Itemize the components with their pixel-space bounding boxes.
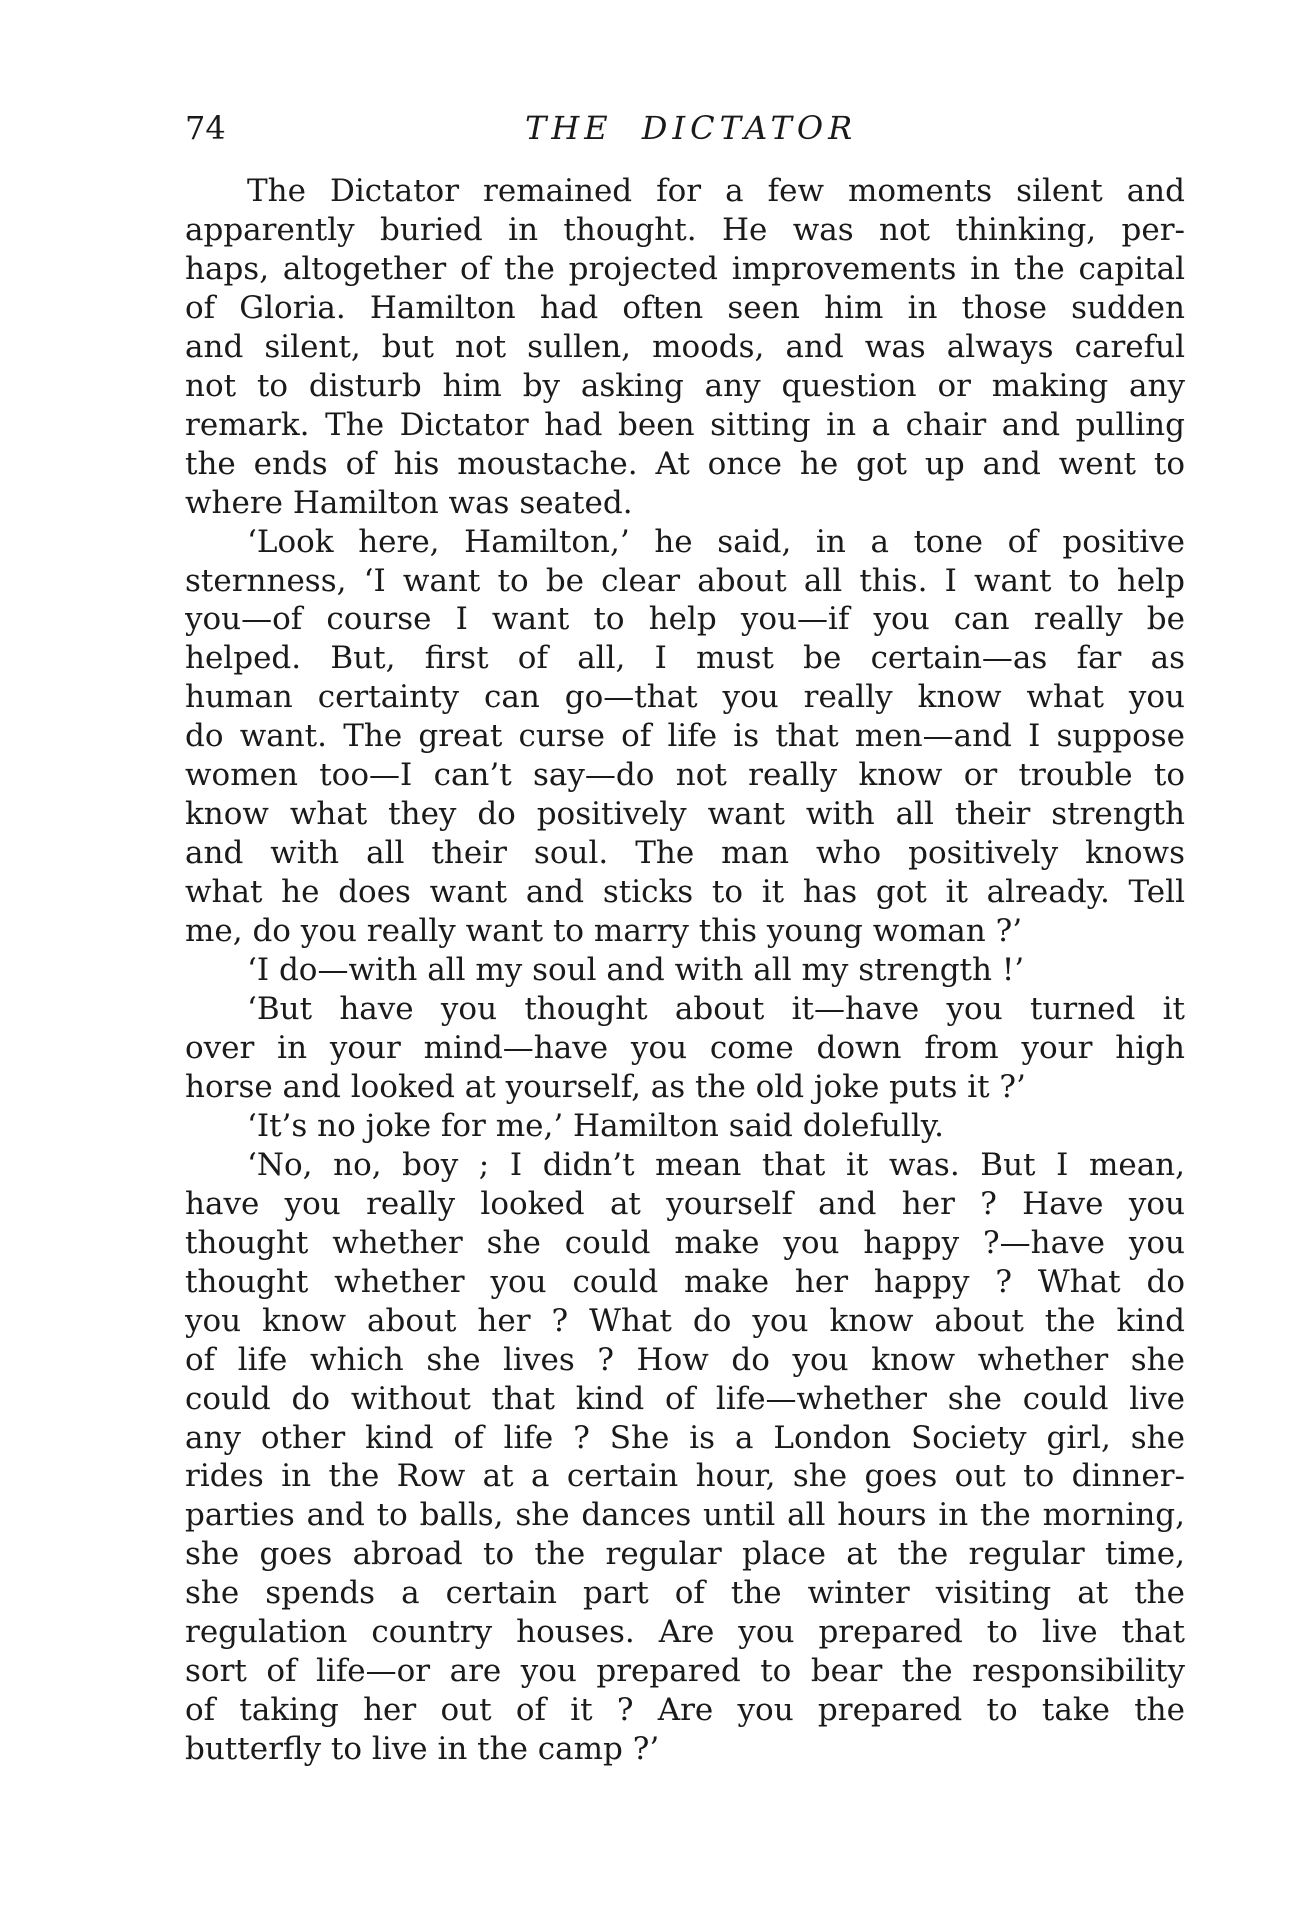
body-text <box>185 172 1185 1769</box>
text-line: she spends a certain part of the winter visiting at the <box>185 1575 1185 1612</box>
text-line: do want. The great curse of life is that men—and I suppose <box>185 718 1185 755</box>
text-line: ‘It’s no joke for me,’ Hamilton said dolefully. <box>247 1107 945 1144</box>
running-head <box>185 105 1185 151</box>
running-title: THE DICTATOR <box>525 109 858 147</box>
text-line: horse and looked at yourself, as the old joke puts it ?’ <box>185 1068 1026 1105</box>
text-line: of Gloria. Hamilton had often seen him in those sudden <box>185 289 1185 326</box>
text-line: regulation country houses. Are you prepared to live that <box>185 1614 1185 1651</box>
text-line: me, do you really want to marry this young woman ?’ <box>185 913 1023 950</box>
text-line: could do without that kind of life—whether she could live <box>185 1380 1185 1417</box>
text-line: what he does want and sticks to it has got it already. Tell <box>185 874 1185 911</box>
text-line: sort of life—or are you prepared to bear the responsibility <box>185 1653 1185 1690</box>
text-line: butterfly to live in the camp ?’ <box>185 1731 660 1768</box>
text-line: ‘No, no, boy ; I didn’t mean that it was. But I mean, <box>247 1146 1185 1183</box>
text-line: the ends of his moustache. At once he got up and went to <box>185 445 1185 482</box>
text-line: women too—I can’t say—do not really know or trouble to <box>185 757 1185 794</box>
text-line: The Dictator remained for a few moments silent and <box>247 173 1185 209</box>
text-line: remark. The Dictator had been sitting in a chair and pulling <box>185 406 1185 443</box>
text-line: sternness, ‘I want to be clear about all this. I want to help <box>185 562 1185 599</box>
text-line: have you really looked at yourself and her ? Have you <box>185 1185 1185 1222</box>
text-line: parties and to balls, she dances until all hours in the morning, <box>185 1497 1185 1534</box>
text-line: she goes abroad to the regular place at the regular time, <box>185 1536 1185 1573</box>
text-line: haps, altogether of the projected improvements in the capital <box>185 250 1185 287</box>
text-line: human certainty can go—that you really know what you <box>185 679 1185 716</box>
page-number: 74 <box>185 109 226 147</box>
text-line: ‘I do—with all my soul and with all my strength !’ <box>247 952 1025 989</box>
text-line: apparently buried in thought. He was not thinking, per- <box>185 211 1185 248</box>
text-line: you know about her ? What do you know about the kind <box>185 1302 1185 1339</box>
text-line: over in your mind—have you come down from your high <box>185 1029 1185 1066</box>
text-line: and silent, but not sullen, moods, and was always careful <box>185 328 1185 365</box>
text-line: thought whether you could make her happy ? What do <box>185 1263 1185 1300</box>
text-line: rides in the Row at a certain hour, she goes out to dinner- <box>185 1458 1185 1495</box>
text-line: know what they do positively want with all their strength <box>185 796 1185 833</box>
text-line: you—of course I want to help you—if you can really be <box>185 601 1185 638</box>
text-line: any other kind of life ? She is a London Society girl, she <box>185 1419 1185 1456</box>
text-line: ‘Look here, Hamilton,’ he said, in a tone of positive <box>247 523 1185 560</box>
text-line: of taking her out of it ? Are you prepared to take the <box>185 1692 1185 1729</box>
text-line: and with all their soul. The man who positively knows <box>185 835 1185 872</box>
text-line: where Hamilton was seated. <box>185 484 633 521</box>
text-line: not to disturb him by asking any question or making any <box>185 367 1185 404</box>
text-line: helped. But, first of all, I must be certain—as far as <box>185 640 1185 677</box>
text-line: ‘But have you thought about it—have you turned it <box>247 991 1185 1028</box>
text-line: thought whether she could make you happy ?—have you <box>185 1224 1185 1261</box>
text-line: of life which she lives ? How do you know whether she <box>185 1341 1185 1378</box>
